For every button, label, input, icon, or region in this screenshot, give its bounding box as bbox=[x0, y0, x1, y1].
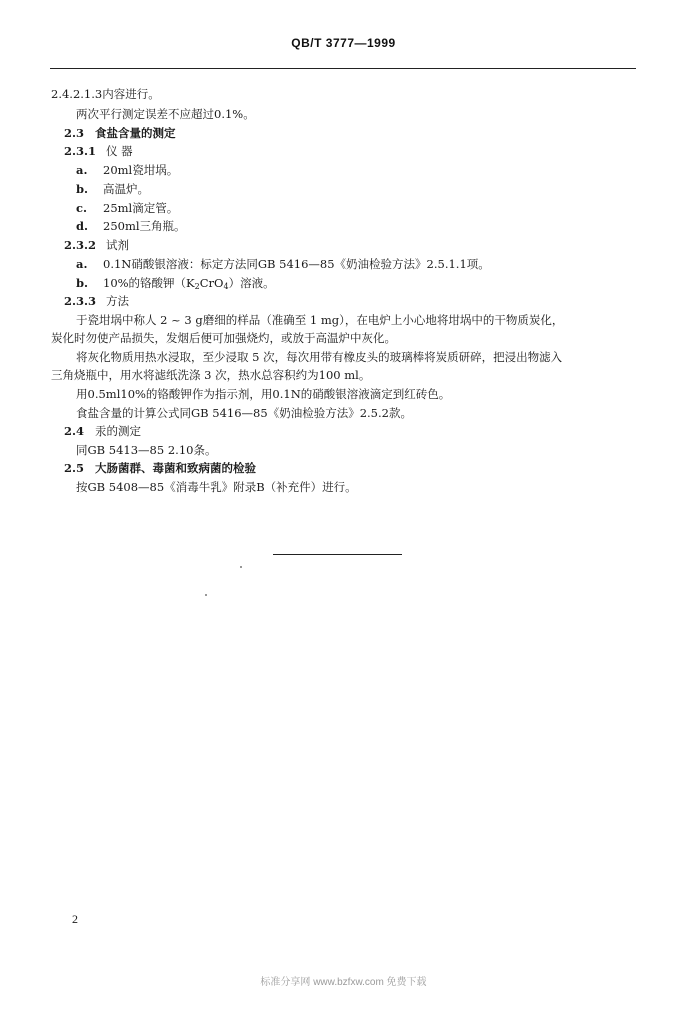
section-title: 方法 bbox=[106, 294, 129, 308]
list-marker: d. bbox=[76, 219, 89, 233]
list-item: 20ml瓷坩埚。 bbox=[103, 163, 179, 177]
section-number: 2.3.1 bbox=[64, 144, 97, 158]
paragraph-line: 于瓷坩埚中称人 2 ~ 3 g磨细的样品（准确至 1 mg），在电炉上小心地将坩埚中的干物质炭化， bbox=[76, 313, 564, 327]
paragraph-line: 食盐含量的计算公式同GB 5416—85《奶油检验方法》2.5.2款。 bbox=[76, 406, 412, 420]
paragraph-line: 同GB 5413—85 2.10条。 bbox=[76, 443, 217, 457]
section-title: 仪 器 bbox=[106, 144, 133, 158]
list-item bbox=[103, 275, 275, 295]
paragraph-line: 用0.5ml10%的铬酸钾作为指示剂，用0.1N的硝酸银溶液滴定到红砖色。 bbox=[76, 387, 451, 401]
paragraph-line: 将灰化物质用热水浸取，至少浸取 5 次，每次用带有橡皮头的玻璃棒将炭质研碎，把浸出物滤入 bbox=[76, 350, 563, 364]
footer-watermark: 标准分享网 www.bzfxw.com 免费下载 bbox=[260, 977, 427, 988]
section-number: 2.3.2 bbox=[64, 238, 97, 252]
section-number: 2.5 bbox=[64, 461, 85, 475]
list-marker: b. bbox=[76, 276, 89, 290]
scan-speck bbox=[240, 566, 242, 568]
section-number: 2.4 bbox=[64, 424, 85, 438]
list-item: 0.1N硝酸银溶液：标定方法同GB 5416—85《奶油检验方法》2.5.1.1项。 bbox=[103, 257, 490, 271]
section-number: 2.3 bbox=[64, 126, 85, 140]
paragraph-line: 三角烧瓶中，用水将滤纸洗涤 3 次，热水总容积约为100 ml。 bbox=[51, 368, 371, 382]
section-number: 2.3.3 bbox=[64, 294, 97, 308]
text-line: 2.4.2.1.3内容进行。 bbox=[51, 87, 160, 101]
scan-speck bbox=[205, 594, 207, 596]
paragraph-line: 按GB 5408—85《消毒牛乳》附录B（补充件）进行。 bbox=[76, 480, 357, 494]
list-marker: b. bbox=[76, 182, 89, 196]
list-item: 高温炉。 bbox=[103, 182, 149, 196]
list-marker: c. bbox=[76, 201, 88, 215]
subscript: 2 bbox=[194, 282, 200, 291]
doc-code-header: QB/T 3777—1999 bbox=[291, 36, 396, 50]
list-marker: a. bbox=[76, 257, 88, 271]
formula-mid: CrO bbox=[199, 276, 224, 290]
formula-prefix: 10%的铬酸钾（K bbox=[103, 276, 195, 290]
header-rule bbox=[50, 68, 636, 69]
list-marker: a. bbox=[76, 163, 88, 177]
section-title: 试剂 bbox=[106, 238, 129, 252]
formula-suffix: ）溶液。 bbox=[228, 276, 275, 290]
list-item: 250ml三角瓶。 bbox=[103, 219, 186, 233]
section-title: 汞的测定 bbox=[95, 424, 141, 438]
section-title: 食盐含量的测定 bbox=[95, 126, 176, 140]
text-line: 两次平行测定误差不应超过0.1%。 bbox=[76, 107, 255, 121]
list-item: 25ml滴定管。 bbox=[103, 201, 179, 215]
subscript: 4 bbox=[223, 282, 229, 291]
end-rule bbox=[273, 554, 402, 555]
page-number: 2 bbox=[72, 912, 78, 926]
paragraph-line: 炭化时勿使产品损失，发烟后便可加强烧灼，或放于高温炉中灰化。 bbox=[51, 331, 396, 345]
section-title: 大肠菌群、毒菌和致病菌的检验 bbox=[95, 461, 256, 475]
